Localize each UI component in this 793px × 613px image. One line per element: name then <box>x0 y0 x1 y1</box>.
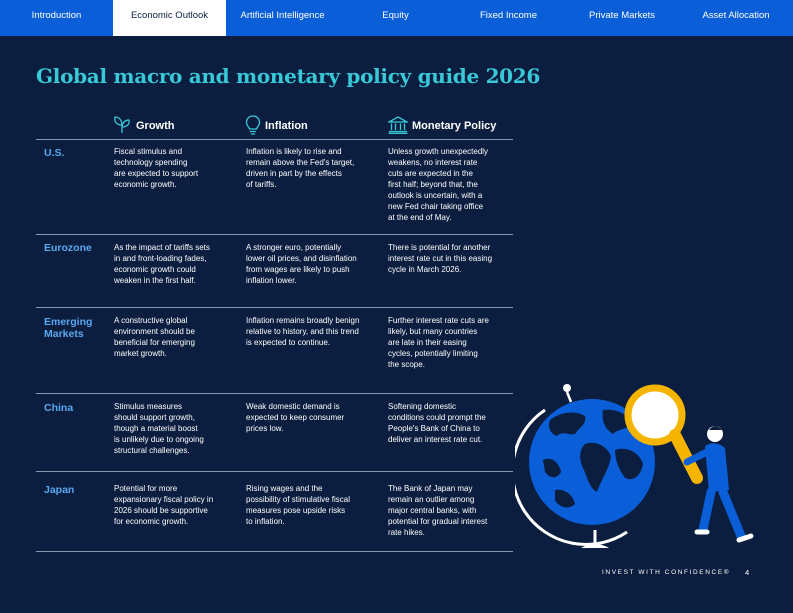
region-label: Eurozone <box>44 242 92 254</box>
tab-equity[interactable]: Equity <box>382 10 409 21</box>
region-label: U.S. <box>44 147 65 159</box>
inflation-cell: Inflation remains broadly benign relative to history, and this trend is expected to continue. <box>246 316 360 347</box>
column-header-monetary-policy <box>388 114 496 138</box>
monetary-policy-cell: The Bank of Japan may remain an outlier among major central banks, with potential for gradual interest rate hikes. <box>388 484 488 537</box>
region-label: Japan <box>44 484 75 496</box>
inflation-cell: Inflation is likely to rise and remain above the Fed's target, driven in part by the effects of tariffs. <box>246 147 355 189</box>
column-header-growth <box>112 114 175 138</box>
inflation-cell: A stronger euro, potentially lower oil prices, and disinflation from wages are likely to push inflation lower. <box>246 243 357 285</box>
tab-economic-outlook[interactable]: Economic Outlook <box>113 0 226 36</box>
region-label: China <box>44 402 74 414</box>
tab-artificial-intelligence[interactable]: Artificial Intelligence <box>240 10 325 21</box>
globe-magnifier-illustration <box>515 380 765 565</box>
page-number: 4 <box>745 568 750 577</box>
inflation-cell: Weak domestic demand is expected to keep consumer prices low. <box>246 402 345 433</box>
table-divider <box>36 393 513 394</box>
growth-cell: As the impact of tariffs sets in and front-loading fades, economic growth could weaken in the first half. <box>114 243 210 285</box>
column-label: Inflation <box>265 120 308 132</box>
monetary-policy-cell: Further interest rate cuts are likely, but many countries are late in their easing cycles, potentially limiting the scope. <box>388 316 489 369</box>
page-title: Global macro and monetary policy guide 2026 <box>36 64 541 88</box>
column-header-inflation <box>245 114 308 138</box>
growth-cell: Fiscal stimulus and technology spending are expected to support economic growth. <box>114 147 199 189</box>
column-label: Growth <box>136 120 175 132</box>
growth-cell: Potential for more expansionary fiscal policy in 2026 should be supportive for economic growth. <box>114 484 214 526</box>
growth-cell: A constructive global environment should be beneficial for emerging market growth. <box>114 316 195 358</box>
growth-cell: Stimulus measures should support growth, though a material boost is unlikely due to ongoing structural challenges. <box>114 402 204 455</box>
monetary-policy-cell: There is potential for another interest rate cut in this easing cycle in March 2026. <box>388 243 493 274</box>
top-navigation <box>0 0 793 36</box>
table-divider <box>36 551 513 552</box>
tab-asset-allocation[interactable]: Asset Allocation <box>702 10 770 21</box>
monetary-policy-cell: Unless growth unexpectedly weakens, no interest rate cuts are expected in the first half; beyond that, the outlook is uncertain, with a new Fed chair taking office at the end of May. <box>388 147 489 222</box>
lightbulb-icon <box>245 115 265 138</box>
inflation-cell: Rising wages and the possibility of stimulative fiscal measures pose upside risks to inflation. <box>246 484 351 526</box>
column-label: Monetary Policy <box>412 120 497 132</box>
monetary-policy-cell: Softening domestic conditions could prompt the People's Bank of China to deliver an interest rate cut. <box>388 402 486 444</box>
table-divider <box>36 139 513 140</box>
tab-introduction[interactable]: Introduction <box>31 10 82 21</box>
bank-icon <box>388 116 412 137</box>
table-divider <box>36 307 513 308</box>
footer-tagline: INVEST WITH CONFIDENCE® <box>602 569 731 576</box>
table-divider <box>36 471 513 472</box>
table-divider <box>36 234 513 235</box>
region-label: Emerging Markets <box>44 316 93 340</box>
tab-fixed-income[interactable]: Fixed Income <box>479 10 538 21</box>
plant-icon <box>112 115 136 138</box>
tab-private-markets[interactable]: Private Markets <box>589 10 655 21</box>
